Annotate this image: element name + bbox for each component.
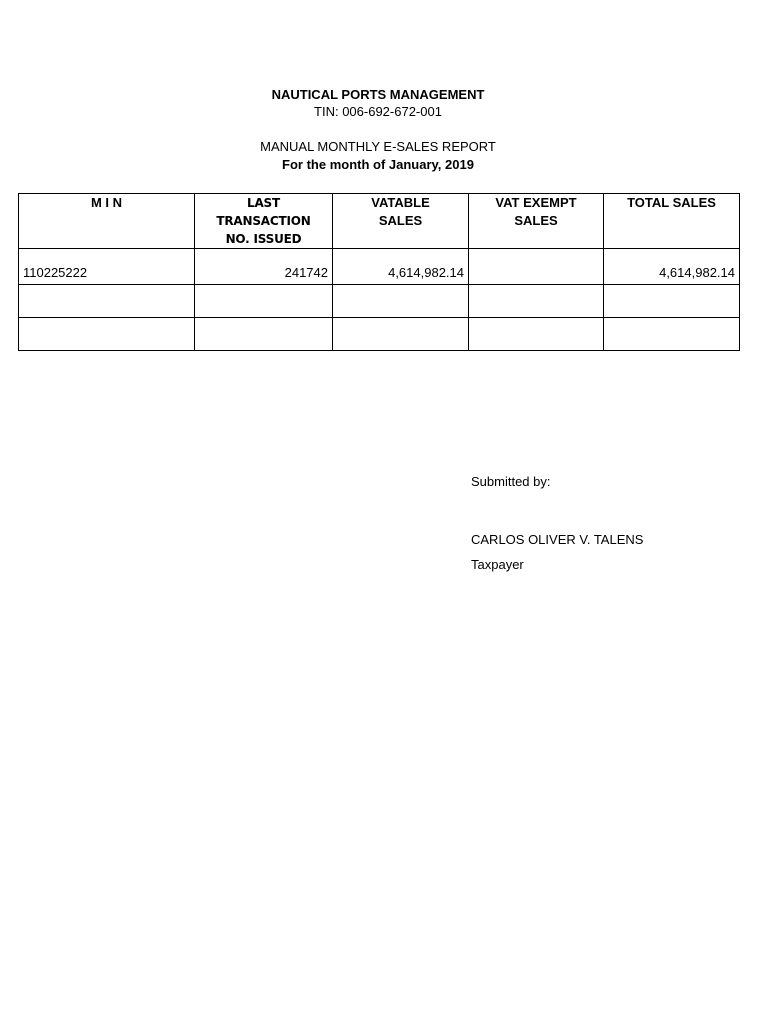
table-row bbox=[19, 249, 740, 285]
cell-last-transaction bbox=[195, 318, 333, 351]
column-header-vatable-sales: VATABLE SALES bbox=[333, 194, 469, 249]
table-header-row bbox=[19, 194, 740, 249]
cell-last-transaction: 241742 bbox=[195, 249, 333, 285]
column-header-min: M I N bbox=[19, 194, 195, 249]
company-name: NAUTICAL PORTS MANAGEMENT bbox=[271, 87, 485, 102]
table-row bbox=[19, 285, 740, 318]
cell-last-transaction bbox=[195, 285, 333, 318]
report-title: MANUAL MONTHLY E-SALES REPORT bbox=[260, 139, 496, 154]
cell-vatable-sales bbox=[333, 285, 469, 318]
column-header-total-sales: TOTAL SALES bbox=[604, 194, 740, 249]
signatory-role: Taxpayer bbox=[471, 557, 524, 572]
sales-report-table bbox=[18, 193, 740, 351]
column-header-last-transaction: LAST TRANSACTION NO. ISSUED bbox=[195, 194, 333, 249]
cell-vat-exempt-sales bbox=[469, 249, 604, 285]
signatory-name: CARLOS OLIVER V. TALENS bbox=[471, 532, 644, 547]
cell-min bbox=[19, 285, 195, 318]
cell-min bbox=[19, 318, 195, 351]
cell-total-sales bbox=[604, 285, 740, 318]
submitted-by-label: Submitted by: bbox=[471, 474, 551, 489]
cell-vat-exempt-sales bbox=[469, 285, 604, 318]
cell-vatable-sales: 4,614,982.14 bbox=[333, 249, 469, 285]
table-row bbox=[19, 318, 740, 351]
cell-vat-exempt-sales bbox=[469, 318, 604, 351]
tin-number: TIN: 006-692-672-001 bbox=[314, 104, 442, 119]
cell-min: 110225222 bbox=[19, 249, 195, 285]
cell-total-sales: 4,614,982.14 bbox=[604, 249, 740, 285]
cell-total-sales bbox=[604, 318, 740, 351]
column-header-vat-exempt-sales: VAT EXEMPT SALES bbox=[469, 194, 604, 249]
cell-vatable-sales bbox=[333, 318, 469, 351]
report-period: For the month of January, 2019 bbox=[282, 157, 474, 172]
